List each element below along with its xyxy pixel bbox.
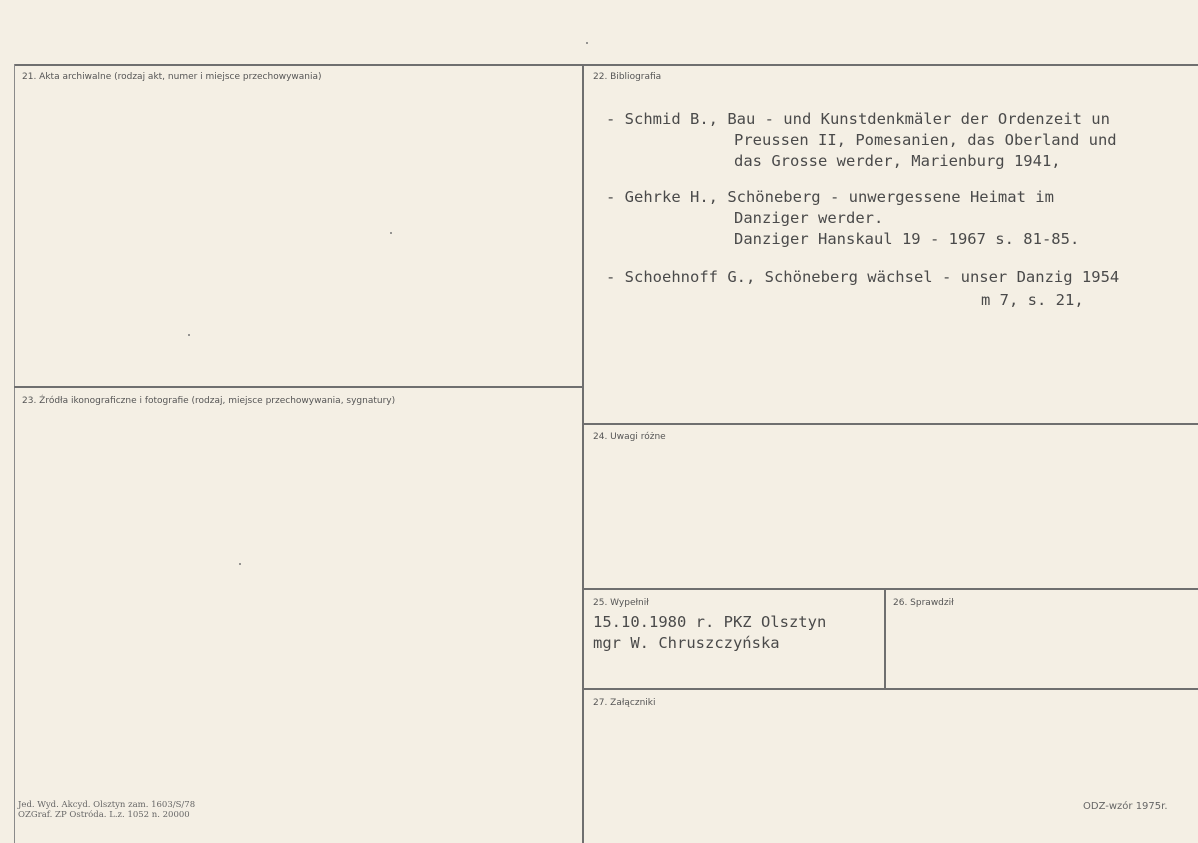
field-25-label: 25. Wypełnił xyxy=(593,598,649,608)
divider-21-23 xyxy=(14,386,583,388)
field-23-label: 23. Źródła ikonograficzne i fotografie (rodzaj, miejsce przechowywania, sygnatury) xyxy=(22,396,396,406)
left-border xyxy=(14,64,15,843)
bibliography-entry-1-line-3: das Grosse werder, Marienburg 1941, xyxy=(734,152,1061,170)
divider-24-25 xyxy=(583,588,1198,590)
paper-speck xyxy=(188,334,190,336)
divider-25-27 xyxy=(583,688,1198,690)
bibliography-entry-2-line-3: Danziger Hanskaul 19 - 1967 s. 81-85. xyxy=(734,230,1080,248)
bibliography-entry-2-line-1: - Gehrke H., Schöneberg - unwergessene Heimat im xyxy=(606,188,1054,206)
bibliography-entry-1-line-2: Preussen II, Pomesanien, das Oberland und xyxy=(734,131,1117,149)
field-27-label: 27. Załączniki xyxy=(593,698,656,708)
paper-speck xyxy=(390,232,392,234)
field-24-label: 24. Uwagi różne xyxy=(593,432,666,442)
divider-22-24 xyxy=(583,423,1198,425)
printer-imprint-line-1: Jed. Wyd. Akcyd. Olsztyn zam. 1603/S/78 xyxy=(18,800,196,810)
paper-speck xyxy=(586,42,588,44)
top-rule xyxy=(14,64,1198,66)
field-26-label: 26. Sprawdził xyxy=(893,598,954,608)
bibliography-entry-1-line-1: - Schmid B., Bau - und Kunstdenkmäler der Ordenzeit un xyxy=(606,110,1110,128)
filled-by-name-line: mgr W. Chruszczyńska xyxy=(593,634,780,652)
bibliography-entry-3-line-1: - Schoehnoff G., Schöneberg wächsel - unser Danzig 1954 xyxy=(606,268,1120,286)
center-divider xyxy=(582,64,584,843)
form-template-id: ODZ-wzór 1975r. xyxy=(1083,801,1168,812)
paper-speck xyxy=(239,563,241,565)
divider-25-26 xyxy=(884,589,886,689)
filled-by-date-line: 15.10.1980 r. PKZ Olsztyn xyxy=(593,613,827,631)
printer-imprint-line-2: OZGraf. ZP Ostróda. L.z. 1052 n. 20000 xyxy=(18,810,190,820)
bibliography-entry-3-line-2: m 7, s. 21, xyxy=(981,291,1084,309)
field-22-label: 22. Bibliografia xyxy=(593,72,662,82)
bibliography-entry-2-line-2: Danziger werder. xyxy=(734,209,884,227)
field-21-label: 21. Akta archiwalne (rodzaj akt, numer i miejsce przechowywania) xyxy=(22,72,322,82)
